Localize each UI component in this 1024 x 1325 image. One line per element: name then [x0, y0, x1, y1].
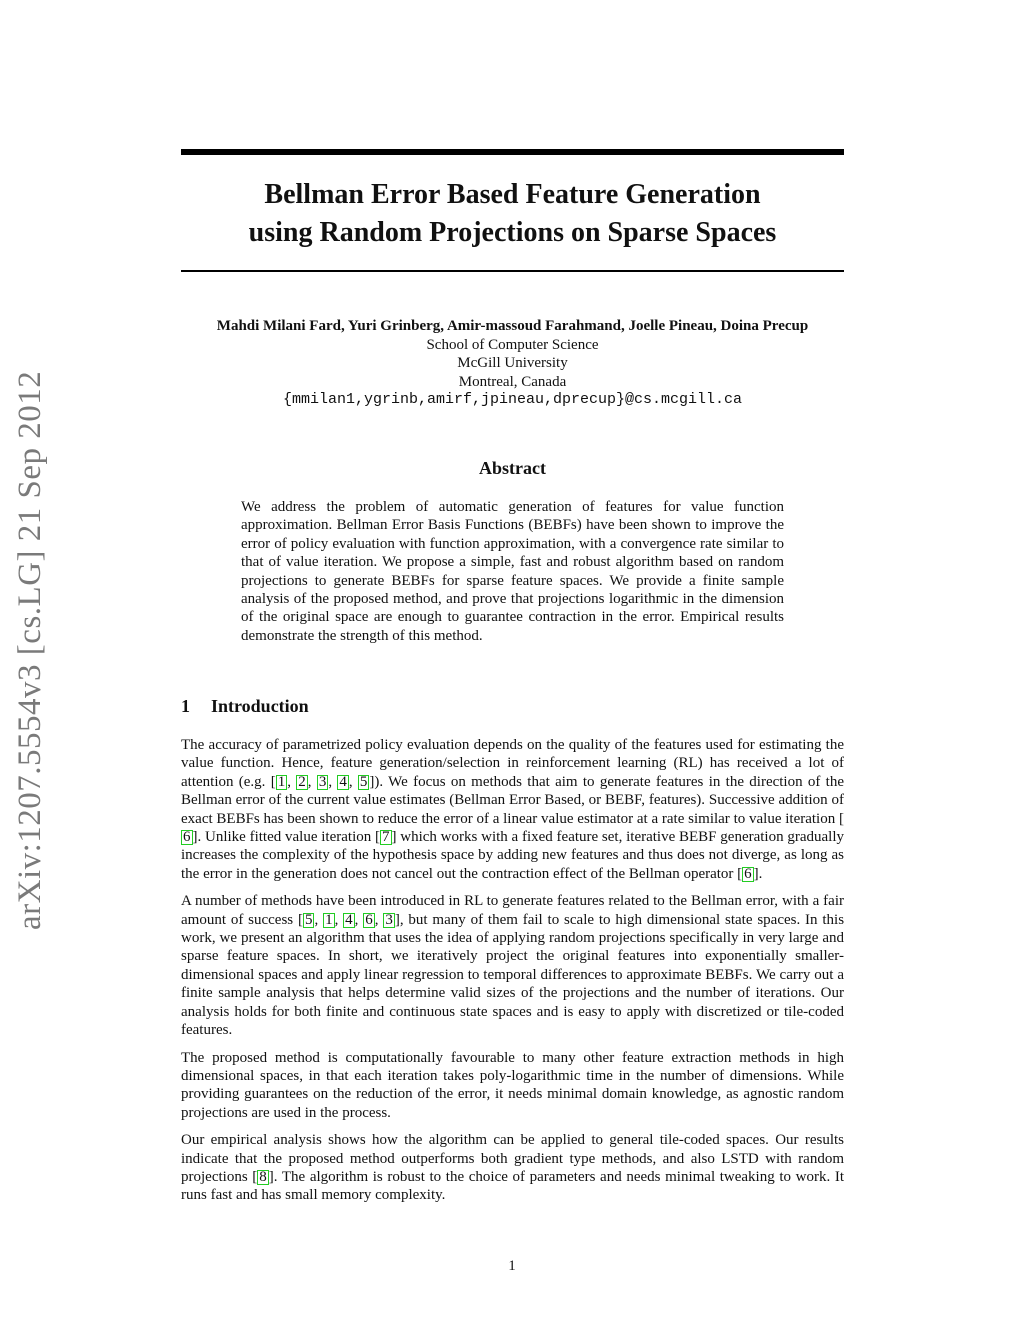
citation-link[interactable]: 6: [365, 911, 373, 928]
affiliation-university: McGill University: [457, 355, 568, 371]
title-line-1: Bellman Error Based Feature Generation: [264, 179, 761, 210]
text-run: The accuracy of parametrized policy evaluation depends on the quality of the features used for estimating the value function. Hence, feature generation/selection in reinforcement learning (RL) has received a lot of attention (e.g. [: [181, 737, 844, 790]
title-line-2: using Random Projections on Sparse Spaces: [248, 217, 777, 248]
text-run: ]). We focus on methods that aim to generate features in the direction of the Bellman error of the current value estimates (Bellman Error Based, or BEBF, features). Successive addition of exact BEBFs has been shown to reduce the error of a linear value estimator at a rate similar to value iteration [: [181, 773, 845, 827]
paragraph-1: The accuracy of parametrized policy evaluation depends on the quality of the features used for estimating the value function. Hence, feature generation/selection in reinforcement learning (RL) has received a lot of attention (e.g. [ 1 , 2 , 3 , 4 , 5 ]). We focus on methods that aim to generate features in the direction of the Bellman error of the current value estimates (Bellman Error Based, or BEBF, features). Successive addition of exact BEBFs has been shown to reduce the error of a linear value estimator at a rate similar to value iteration [6 ]. Unlike fitted value iteration [ 7 ] which works with a fixed feature set, iterative BEBF generation gradually increases the complexity of the hypothesis space by adding new features and thus does not diverge, as long as the error in the generation does not cancel out the contraction effect of the Bellman operator [ 6 ].: [181, 737, 845, 882]
citation-link[interactable]: 5: [359, 773, 368, 790]
citation-link[interactable]: 6: [183, 829, 191, 846]
paragraph-2: A number of methods have been introduced in RL to generate features related to the Bellman error, with a fair amount of success [ 5 , 1 , 4 , 6 , 3 ], but many of them fail to scale to high dimensional state spaces. In this work, we present an algorithm that uses the idea of applying random projections specifically in very large and sparse feature spaces. In short, we iteratively project the original features into exponentially smaller-dimensional spaces and apply linear regression to temporal differences to approximate BEBFs. We carry out a finite sample analysis that helps determine valid sizes of the projections and the number of iterations. Our analysis holds for both finite and continuous state spaces and is easy to apply with discretized or tile-coded features.: [181, 893, 845, 1039]
affiliation-location: Montreal, Canada: [458, 373, 567, 390]
text-run: ], but many of them fail to scale to high dimensional state spaces. In this work, we present an algorithm that uses the idea of applying random projections specifically in very large and sparse feature spaces. In short, we iteratively project the original features into exponentially smaller-dimensional spaces and apply linear regression to temporal differences to approximate BEBFs. We carry out a finite sample analysis that helps determine valid sizes of the projections and the number of iterations. Our analysis holds for both finite and continuous state spaces and is easy to apply with discretized or tile-coded features.: [181, 911, 845, 1039]
citation-link[interactable]: 4: [339, 773, 347, 790]
abstract-heading: Abstract: [479, 458, 546, 478]
abstract-text: We address the problem of automatic generation of features for value function approximation. Bellman Error Basis Functions (BEBFs) have been shown to improve the error of policy evaluation with function approximation, with a convergence rate similar to that of value iteration. We propose a simple, fast and robust algorithm based on random projections to generate BEBFs for sparse feature spaces. We provide a finite sample analysis of the proposed method, and prove that projections logarithmic in the dimension of the original space are enough to guarantee contraction in the error. Empirical results demonstrate the strength of this method.: [241, 499, 784, 644]
title-bottom-rule: [181, 270, 844, 272]
section-number: 1: [181, 696, 190, 716]
citation-link[interactable]: 6: [744, 865, 752, 882]
section-title: Introduction: [211, 696, 309, 716]
citation-link[interactable]: 4: [345, 911, 353, 928]
citation-link[interactable]: 5: [304, 911, 313, 928]
citation-link[interactable]: 7: [382, 829, 390, 846]
page-number: 1: [508, 1258, 516, 1274]
paper-title: [181, 176, 844, 252]
paragraph-4: [181, 1131, 844, 1205]
text-run: ].: [753, 865, 763, 882]
citation-link[interactable]: 1: [325, 911, 333, 928]
text-run: ]. Unlike fitted value iteration [: [192, 829, 380, 846]
text-run: A number of methods have been introduced in RL to generate features related to the Bellman error, with a fair amount of success [: [181, 893, 844, 928]
introduction-body: [181, 736, 844, 1214]
citation-link[interactable]: 8: [259, 1168, 267, 1185]
citation-link[interactable]: 2: [298, 773, 306, 790]
title-top-rule: [181, 149, 844, 155]
author-emails: {mmilan1,ygrinb,amirf,jpineau,dprecup}@cs.mcgill.ca: [282, 391, 743, 408]
author-names: Mahdi Milani Fard, Yuri Grinberg, Amir-massoud Farahmand, Joelle Pineau, Doina Precup: [216, 318, 809, 334]
arxiv-identifier-stamp: arXiv:1207.5554v3 [cs.LG] 21 Sep 2012: [12, 370, 48, 930]
text-run: ] which works with a fixed feature set, iterative BEBF generation gradually increases the complexity of the hypothesis space by adding new features and thus does not diverge, as long as the error in the generation does not cancel out the contraction effect of the Bellman operator [: [181, 829, 844, 882]
citation-link[interactable]: 1: [277, 773, 286, 790]
paragraph-3: The proposed method is computationally favourable to many other feature extraction methods in high dimensional spaces, in that each iteration takes poly-logarithmic time in the number of dimensions. While providing guarantees on the reduction of the error, it needs minimal domain knowledge, as agnostic random projections are used in the process.: [181, 1049, 844, 1121]
text-run: Our empirical analysis shows how the algorithm can be applied to general tile-coded spaces. Our results indicate that the proposed method outperforms both gradient type methods, and also LSTD with random projections [: [181, 1132, 844, 1185]
citation-link[interactable]: 3: [318, 773, 327, 790]
section-heading-introduction: [181, 694, 309, 718]
text-run: ]. The algorithm is robust to the choice of parameters and needs minimal tweaking to work. It runs fast and has small memory complexity.: [181, 1168, 844, 1204]
affiliation-school: School of Computer Science: [426, 336, 599, 353]
citation-link[interactable]: 3: [385, 911, 393, 928]
author-block: [181, 317, 844, 410]
